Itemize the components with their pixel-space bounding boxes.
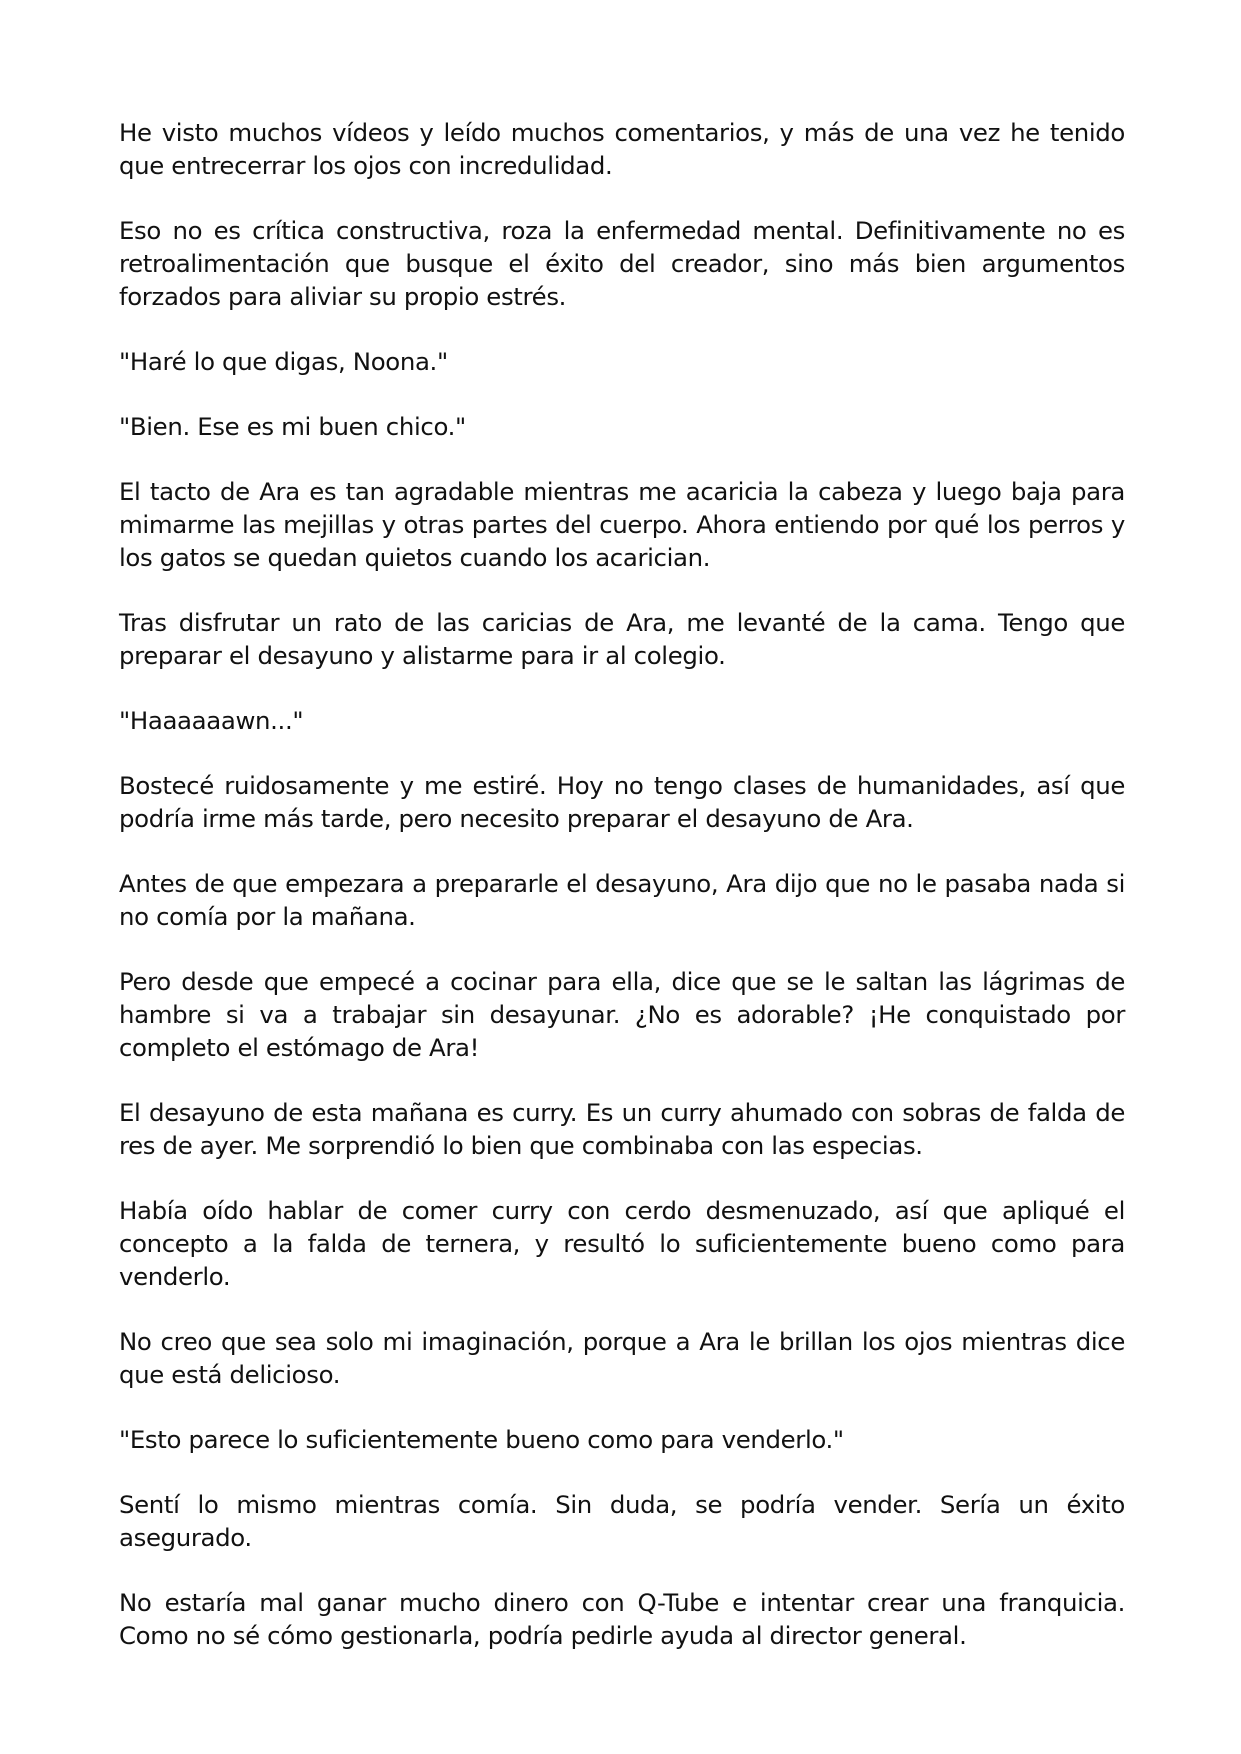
paragraph: He visto muchos vídeos y leído muchos comentarios, y más de una vez he tenido que entrecerrar los ojos con incredulidad. [119,118,1125,180]
paragraph: No estaría mal ganar mucho dinero con Q-Tube e intentar crear una franquicia. Como no sé cómo gestionarla, podría pedirle ayuda al director general. [119,1588,1125,1650]
paragraph: Sentí lo mismo mientras comía. Sin duda, se podría vender. Sería un éxito asegurado. [119,1490,1125,1552]
paragraph: No creo que sea solo mi imaginación, porque a Ara le brillan los ojos mientras dice que está delicioso. [119,1327,1125,1389]
paragraph: Tras disfrutar un rato de las caricias de Ara, me levanté de la cama. Tengo que preparar el desayuno y alistarme para ir al colegio. [119,608,1125,670]
paragraph: Bostecé ruidosamente y me estiré. Hoy no tengo clases de humanidades, así que podría irme más tarde, pero necesito preparar el desayuno de Ara. [119,771,1125,833]
dialogue-line: "Bien. Ese es mi buen chico." [119,412,466,441]
paragraph: Había oído hablar de comer curry con cerdo desmenuzado, así que apliqué el concepto a la falda de ternera, y resultó lo suficientemente bueno como para venderlo. [119,1196,1125,1291]
dialogue-line: "Haré lo que digas, Noona." [119,347,448,376]
dialogue-line: "Haaaaaawn..." [119,706,304,735]
paragraph: Eso no es crítica constructiva, roza la enfermedad mental. Definitivamente no es retroalimentación que busque el éxito del creador, sino más bien argumentos forzados para aliviar su propio estrés. [119,216,1125,311]
paragraph: Pero desde que empecé a cocinar para ella, dice que se le saltan las lágrimas de hambre si va a trabajar sin desayunar. ¿No es adorable? ¡He conquistado por completo el estómago de Ara! [119,967,1125,1062]
body-text [119,116,1125,1684]
paragraph: El desayuno de esta mañana es curry. Es un curry ahumado con sobras de falda de res de ayer. Me sorprendió lo bien que combinaba con las especias. [119,1098,1125,1160]
paragraph: Antes de que empezara a prepararle el desayuno, Ara dijo que no le pasaba nada si no comía por la mañana. [119,869,1125,931]
dialogue-line: "Esto parece lo suficientemente bueno como para venderlo." [119,1425,844,1454]
paragraph: El tacto de Ara es tan agradable mientras me acaricia la cabeza y luego baja para mimarme las mejillas y otras partes del cuerpo. Ahora entiendo por qué los perros y los gatos se quedan quietos cuando los acarician. [119,477,1125,572]
